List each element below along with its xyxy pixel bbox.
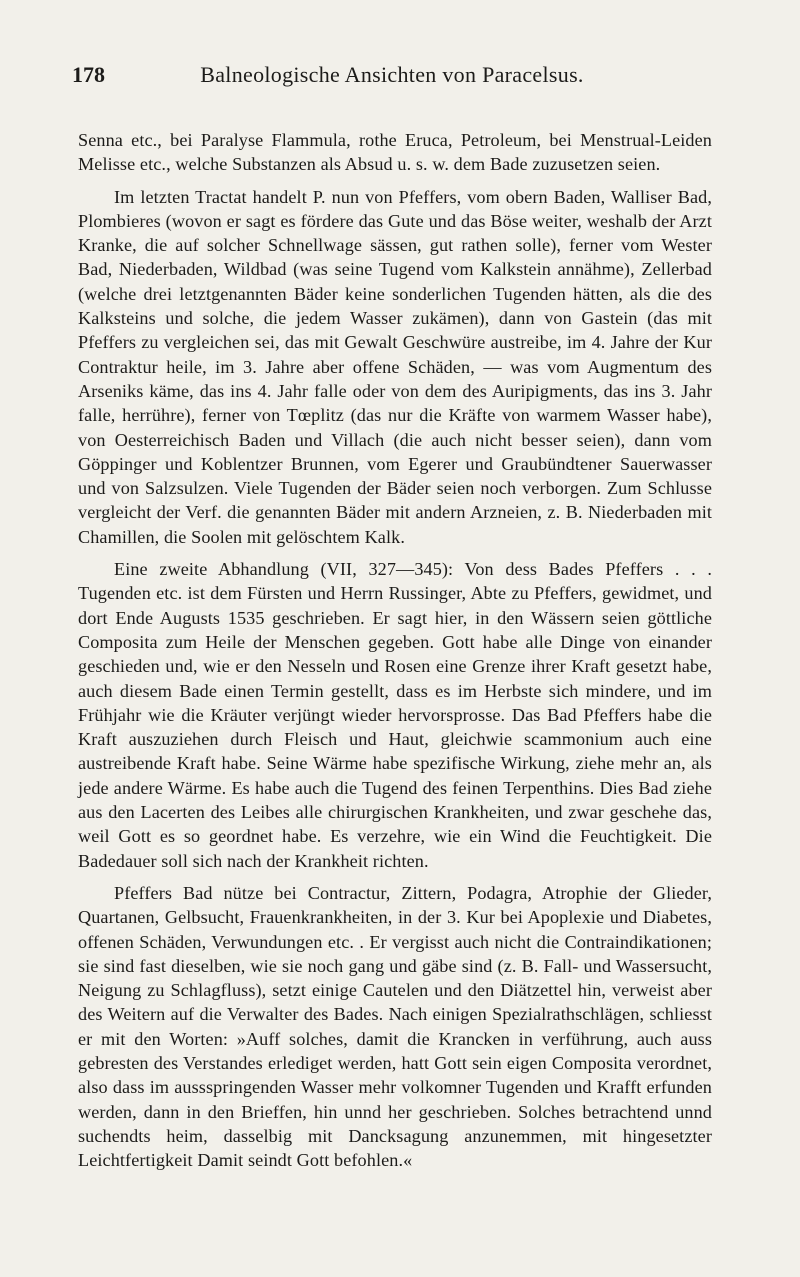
running-head <box>72 62 712 92</box>
body-text <box>78 128 712 1172</box>
paragraph-3: Eine zweite Abhandlung (VII, 327—345): Von dess Bades Pfeffers . . . Tugenden etc. ist dem Fürsten und Herrn Russinger, Abte zu Pfeffers, gewidmet, und dort Ende Augusts 1535 geschrieben. Er sagt hier, in den Wässern seien göttliche Composita zum Heile der Menschen gegeben. Gott habe alle Dinge von einander geschieden und, wie er den Nesseln und Rosen eine Grenze ihrer Kraft gesetzt habe, auch diesem Bade einen Termin gestellt, dass es im Herbste sich mindere, und im Frühjahr wie die Kräuter verjüngt wieder hervorsprosse. Das Bad Pfeffers habe die Kraft auszuziehen durch Fleisch und Haut, gleichwie scammonium auch eine austreibende Kraft habe. Seine Wärme habe spezifische Wirkung, ziehe mehr an, als jede andere Wärme. Es habe auch die Tugend des feinen Terpenthins. Dies Bad ziehe aus den Lacerten des Leibes alle chirurgischen Krankheiten, und zwar geschehe das, weil Gott es so geordnet habe. Es verzehre, wie ein Wind die Feuchtigkeit. Die Badedauer soll sich nach der Krankheit richten. <box>78 559 712 871</box>
page-number: 178 <box>72 62 105 87</box>
paragraph-2: Im letzten Tractat handelt P. nun von Pfeffers, vom obern Baden, Walliser Bad, Plombieres (wovon er sagt es fördere das Gute und das Böse weiter, weshalb der Arzt Kranke, die auf solcher Schnellwage sässen, gut rathen solle), ferner vom Wester Bad, Niederbaden, Wildbad (was seine Tugend vom Kalkstein annähme), Zellerbad (welche drei letztgenannten Bäder keine sonderlichen Tugenden hätten, als die des Kalksteins und solche, die jedem Wasser zukämen), dann von Gastein (das mit Pfeffers zu vergleichen sei, das mit Gewalt Geschwüre austreibe, im 4. Jahre der Kur Contraktur heile, im 3. Jahre aber offene Schäden, — was vom Augmentum des Arseniks käme, das ins 4. Jahr falle oder von dem des Auripigments, das ins 3. Jahr falle, herrühre), ferner von Tœplitz (das nur die Kräfte von warmem Wasser habe), von Oesterreichisch Baden und Villach (die auch nicht besser seien), dann vom Göppinger und Koblentzer Brunnen, vom Egerer und Graubündtener Sauerwasser und von Salzsulzen. Viele Tugenden der Bäder seien noch verborgen. Zum Schlusse vergleicht der Verf. die genannten Bäder mit andern Arzneien, z. B. Niederbaden mit Chamillen, die Soolen mit gelöschtem Kalk. <box>78 186 712 547</box>
running-title: Balneologische Ansichten von Paracelsus. <box>200 62 584 87</box>
paragraph-4: Pfeffers Bad nütze bei Contractur, Zittern, Podagra, Atrophie der Glieder, Quartanen, Gelbsucht, Frauenkrankheiten, in der 3. Kur bei Apoplexie und Diabetes, offenen Schäden, Verwundungen etc. . Er vergisst auch nicht die Contraindikationen; sie sind fast dieselben, wie sie noch gang und gäbe sind (z. B. Fall- und Wassersucht, Neigung zu Schlagfluss), setzt einige Cautelen und den Diätzettel hin, verweist aber des Weitern auf die Verwalter des Bades. Nach einigen Spezialrathschlägen, schliesst er mit den Worten: »Auff solches, damit die Krancken in verführung, auch auss gebresten des Verstandes erlediget werden, hatt Gott sein eigen Composita verordnet, also dass im aussspringenden Wasser mehr volkomner Tugenden und Krafft erfunden werden, dann in den Brieffen, hin unnd her geschrieben. Solches betrachtend unnd suchendts heim, dasselbig mit Dancksagung anzunemmen, mit hingesetzter Leichtfertigkeit Damit seindt Gott befohlen.« <box>78 882 712 1171</box>
paragraph-1: Senna etc., bei Paralyse Flammula, rothe Eruca, Petroleum, bei Menstrual-Leiden Melisse etc., welche Substanzen als Absud u. s. w. dem Bade zuzusetzen seien. <box>78 130 712 175</box>
